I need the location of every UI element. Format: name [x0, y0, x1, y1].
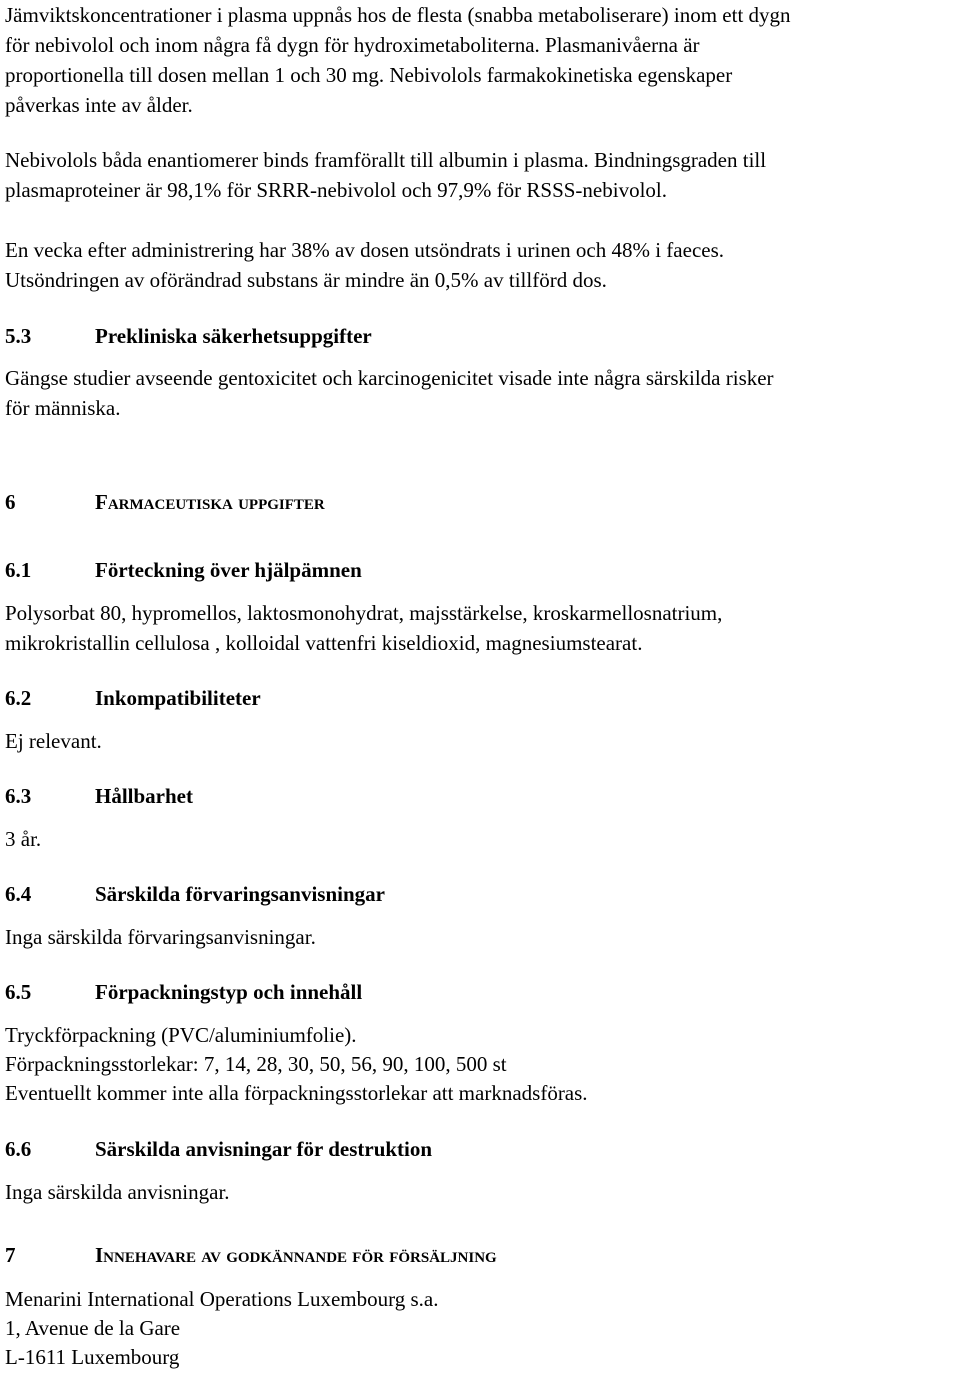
section-title: Farmaceutiska uppgifter: [95, 490, 325, 514]
paragraph-line: 3 år.: [5, 827, 42, 851]
paragraph-line: En vecka efter administrering har 38% av dosen utsöndrats i urinen och 48% i faeces.: [5, 238, 725, 262]
section-title: Förpackningstyp och innehåll: [95, 980, 363, 1004]
paragraph-line: Nebivolols båda enantiomerer binds framförallt till albumin i plasma. Bindningsgraden till: [5, 148, 767, 172]
paragraph-line: för nebivolol och inom några få dygn för hydroximetaboliterna. Plasmanivåerna är: [5, 33, 700, 57]
paragraph-line: Eventuellt kommer inte alla förpackningsstorlekar att marknadsföras.: [5, 1081, 588, 1105]
paragraph-line: Polysorbat 80, hypromellos, laktosmonohydrat, majsstärkelse, kroskarmellosnatrium,: [5, 601, 723, 625]
section-number: 6.4: [5, 882, 32, 906]
paragraph-line: mikrokristallin cellulosa , kolloidal vattenfri kiseldioxid, magnesiumstearat.: [5, 631, 643, 655]
paragraph-line: Tryckförpackning (PVC/aluminiumfolie).: [5, 1023, 357, 1047]
paragraph-line: Gängse studier avseende gentoxicitet och karcinogenicitet visade inte några särskilda risker: [5, 366, 774, 390]
section-title: Hållbarhet: [95, 784, 193, 808]
paragraph-line: Inga särskilda anvisningar.: [5, 1180, 230, 1204]
section-title: Särskilda förvaringsanvisningar: [95, 882, 385, 906]
section-title: Förteckning över hjälpämnen: [95, 558, 362, 582]
section-number: 6.1: [5, 558, 32, 582]
paragraph-line: Ej relevant.: [5, 729, 102, 753]
section-number: 5.3: [5, 324, 32, 348]
paragraph-line: 1, Avenue de la Gare: [5, 1316, 181, 1340]
paragraph-line: Förpackningsstorlekar: 7, 14, 28, 30, 50, 56, 90, 100, 500 st: [5, 1052, 507, 1076]
section-number: 6.3: [5, 784, 32, 808]
section-title: Innehavare av godkännande för försäljning: [95, 1243, 497, 1267]
paragraph-line: Jämviktskoncentrationer i plasma uppnås hos de flesta (snabba metaboliserare) inom ett dygn: [5, 3, 791, 27]
section-number: 6.6: [5, 1137, 32, 1161]
paragraph-line: Inga särskilda förvaringsanvisningar.: [5, 925, 316, 949]
section-number: 6.2: [5, 686, 32, 710]
section-title: Särskilda anvisningar för destruktion: [95, 1137, 433, 1161]
paragraph-line: påverkas inte av ålder.: [5, 93, 193, 117]
section-number: 7: [5, 1243, 16, 1267]
paragraph-line: Menarini International Operations Luxembourg s.a.: [5, 1287, 439, 1311]
paragraph-line: L-1611 Luxembourg: [5, 1345, 180, 1369]
paragraph-line: Utsöndringen av oförändrad substans är mindre än 0,5% av tillförd dos.: [5, 268, 607, 292]
section-number: 6.5: [5, 980, 32, 1004]
paragraph-line: plasmaproteiner är 98,1% för SRRR-nebivolol och 97,9% för RSSS-nebivolol.: [5, 178, 668, 202]
paragraph-line: för människa.: [5, 396, 121, 420]
section-title: Prekliniska säkerhetsuppgifter: [95, 324, 372, 348]
section-title: Inkompatibiliteter: [95, 686, 261, 710]
paragraph-line: proportionella till dosen mellan 1 och 30 mg. Nebivolols farmakokinetiska egenskaper: [5, 63, 733, 87]
section-number: 6: [5, 490, 16, 514]
